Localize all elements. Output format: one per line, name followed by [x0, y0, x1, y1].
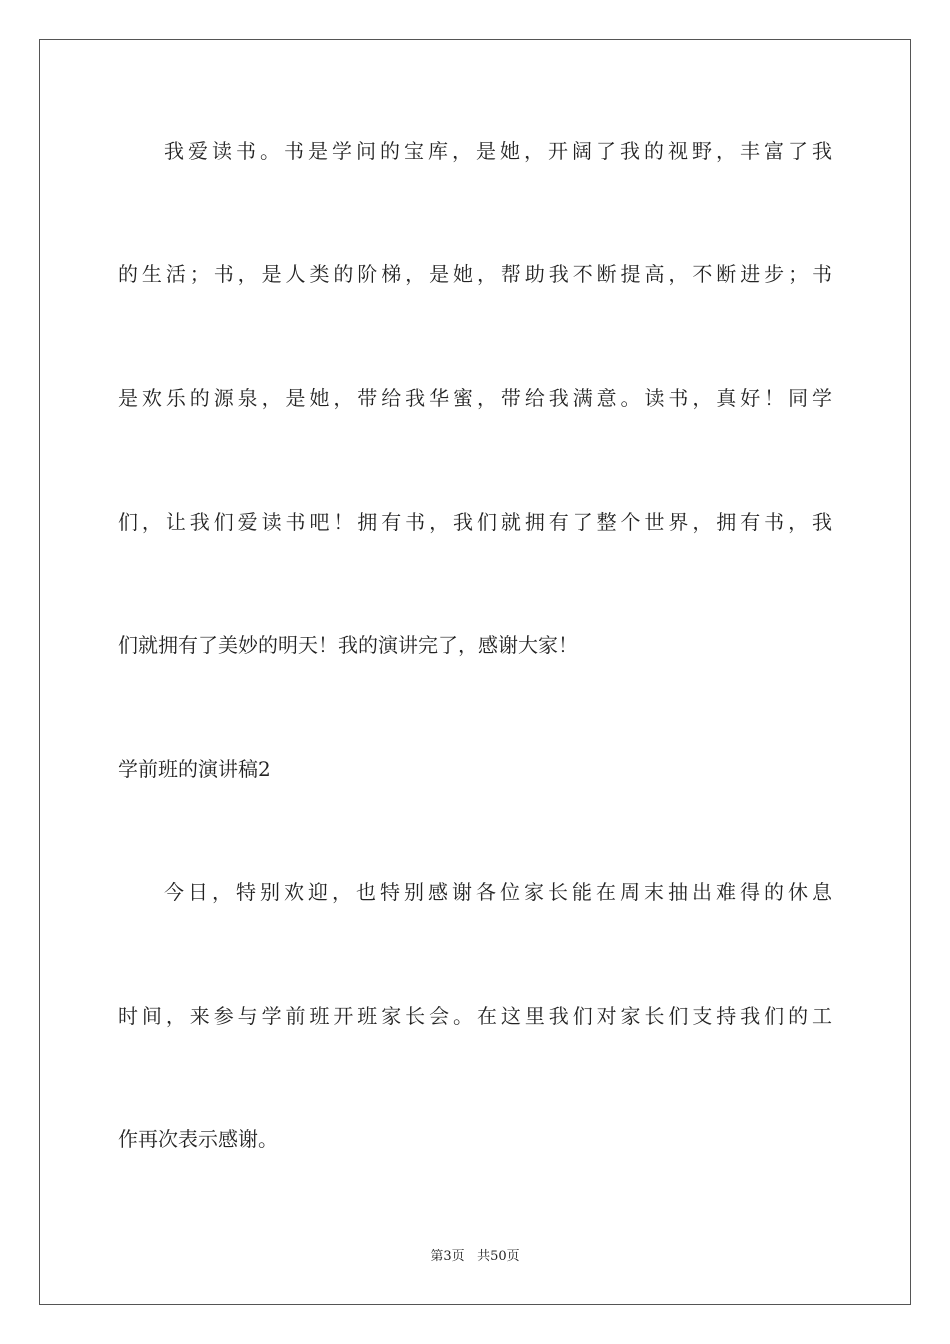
- paragraph-line: 作再次表示感谢。: [118, 1127, 278, 1151]
- section-heading: 学前班的演讲稿2: [118, 757, 271, 781]
- paragraph-line: 今日，特别欢迎，也特别感谢各位家长能在周末抽出难得的休息: [164, 880, 832, 904]
- page-footer: [0, 1247, 950, 1267]
- paragraph-line: 们，让我们爱读书吧！拥有书，我们就拥有了整个世界，拥有书，我: [118, 510, 832, 534]
- paragraph-line: 是欢乐的源泉，是她，带给我华蜜，带给我满意。读书，真好！同学: [118, 386, 832, 410]
- paragraph-line: 们就拥有了美妙的明天！我的演讲完了，感谢大家！: [118, 633, 578, 657]
- page-border: [39, 39, 911, 1305]
- paragraph-line: 的生活；书，是人类的阶梯，是她，帮助我不断提高，不断进步；书: [118, 262, 832, 286]
- paragraph-line: 我爱读书。书是学问的宝库，是她，开阔了我的视野，丰富了我: [164, 139, 832, 163]
- page-number: 第3页: [430, 1249, 465, 1264]
- paragraph-line: 时间，来参与学前班开班家长会。在这里我们对家长们支持我们的工: [118, 1004, 832, 1028]
- page-total: 共50页: [477, 1249, 520, 1264]
